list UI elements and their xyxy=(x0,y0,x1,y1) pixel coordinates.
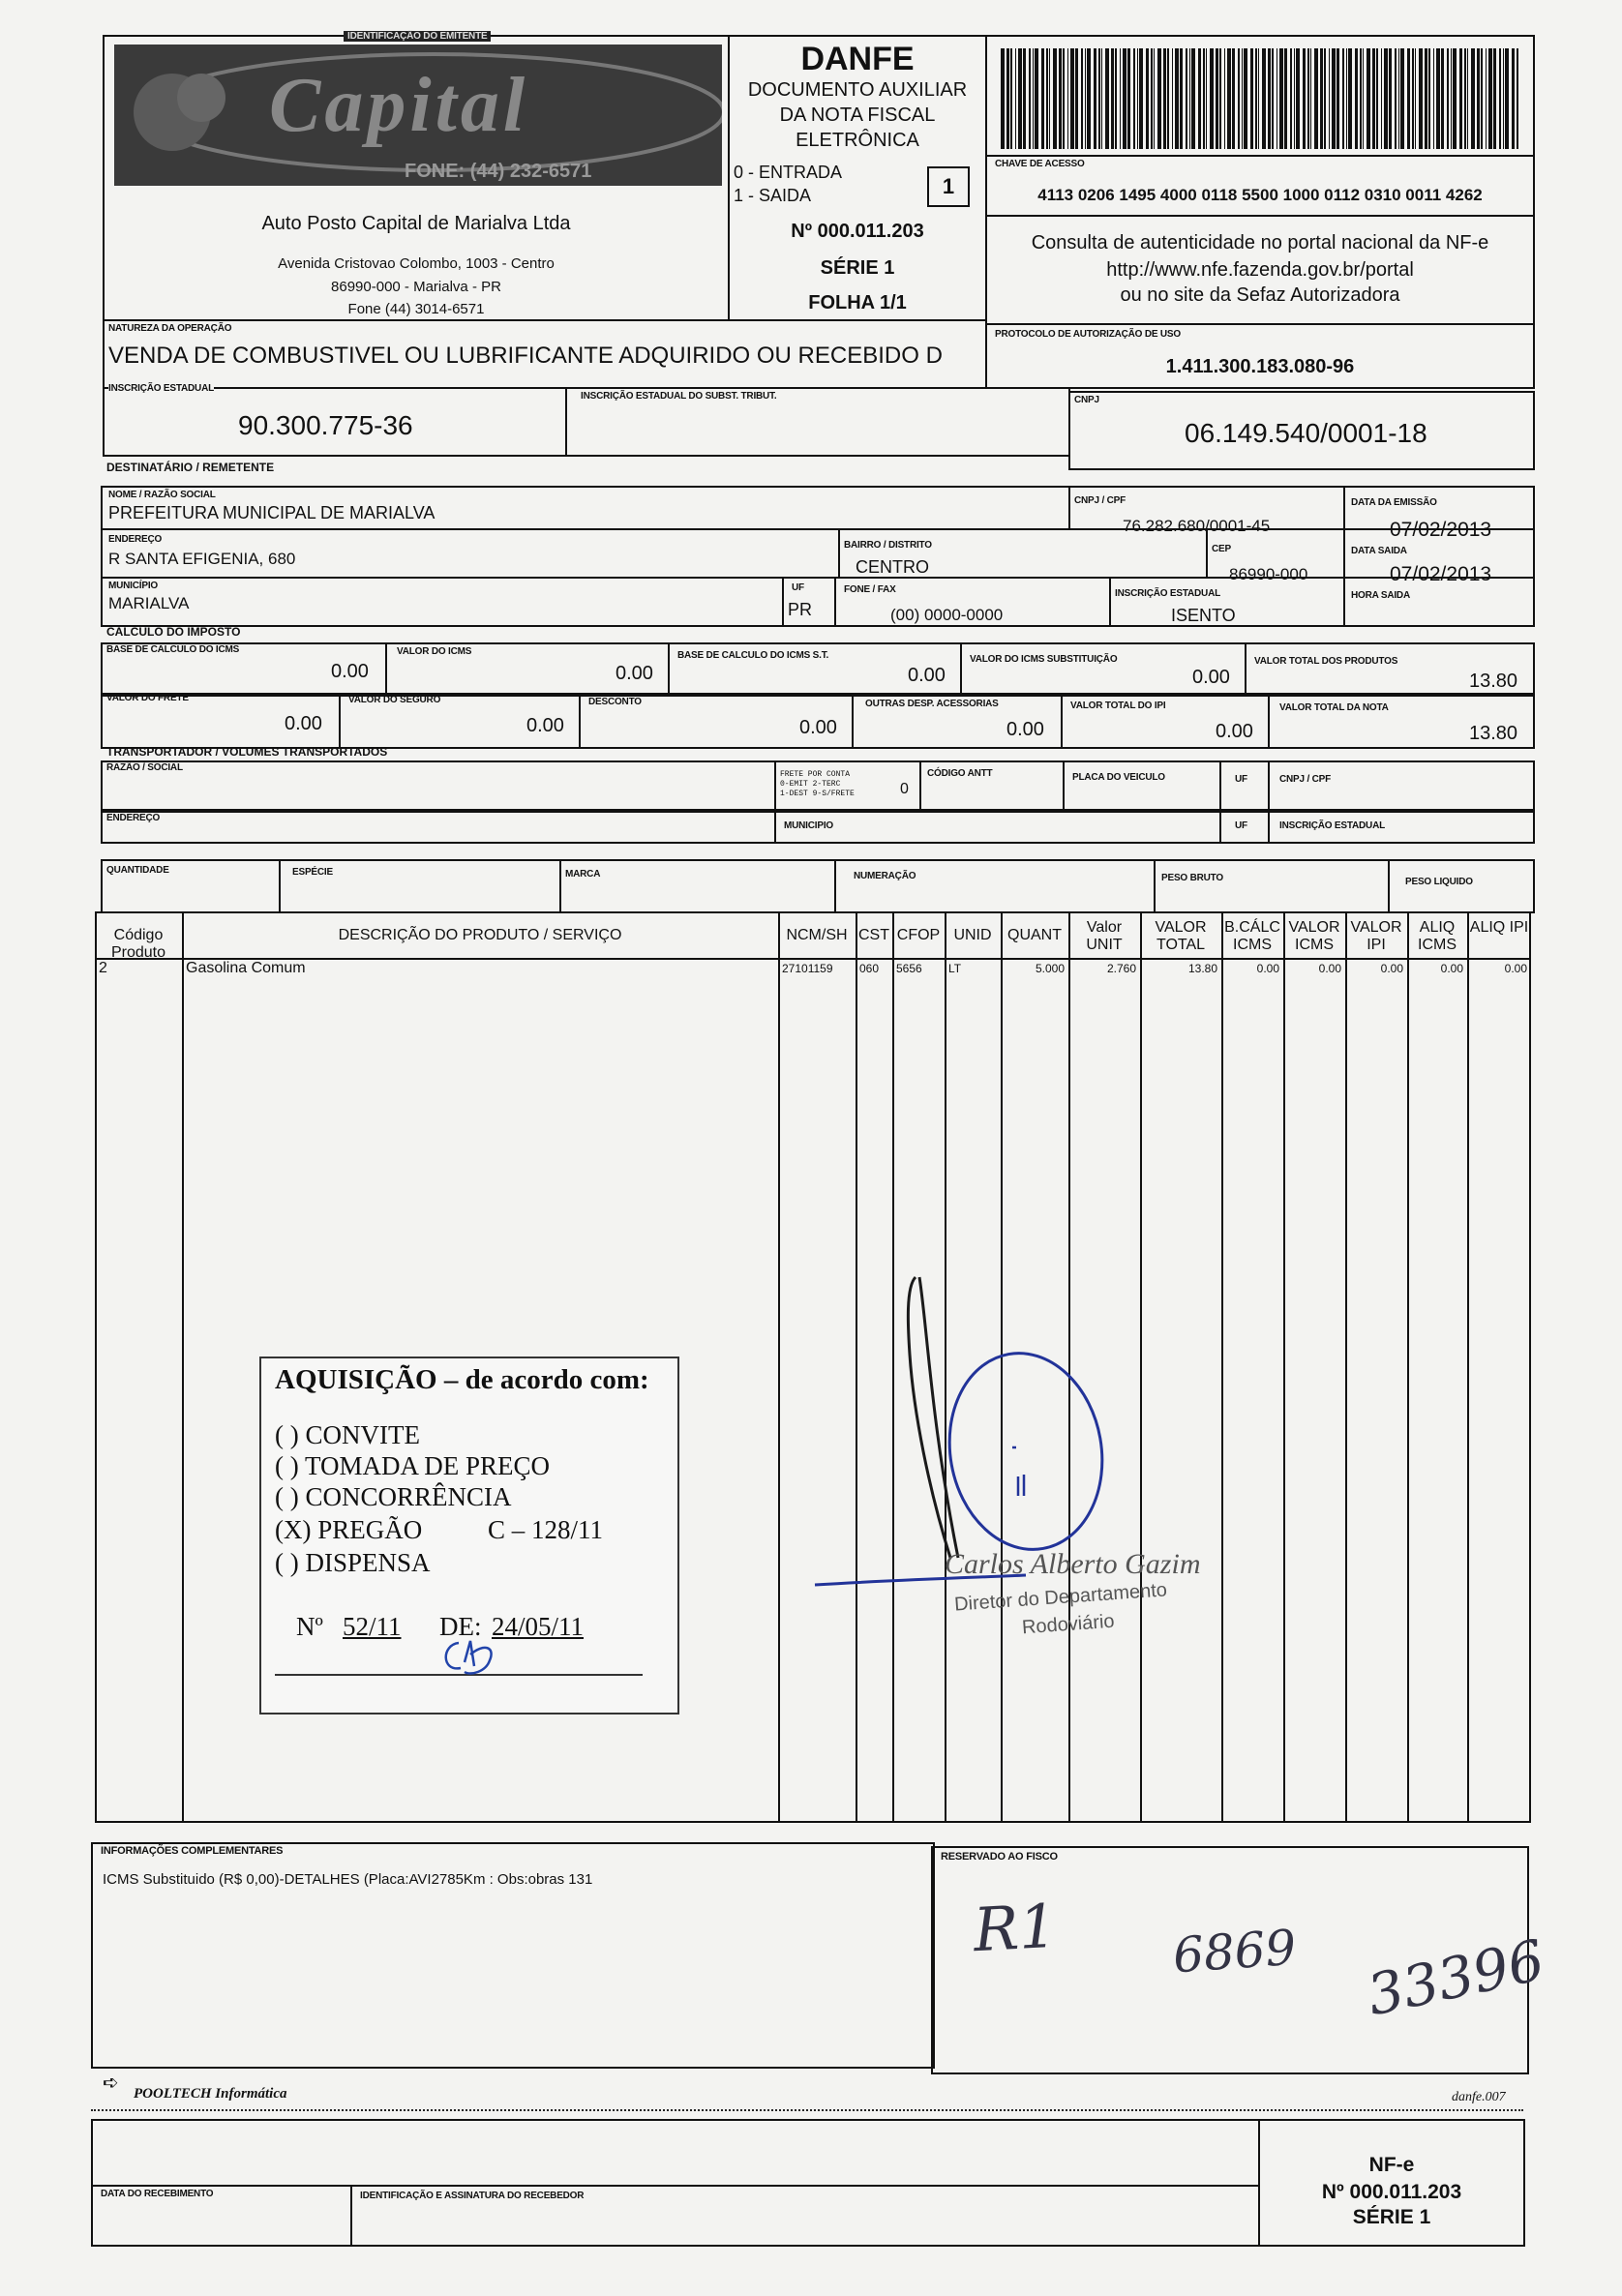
desconto: 0.00 xyxy=(799,717,837,738)
barcode-bar xyxy=(1381,48,1382,149)
barcode-bar xyxy=(1191,48,1195,149)
barcode-bar xyxy=(1163,48,1166,149)
cnpj-label: CNPJ xyxy=(1074,395,1099,405)
table-column-line xyxy=(182,911,184,1823)
barcode-graphic xyxy=(1001,48,1519,149)
logo-phone: FONE: (44) 232-6571 xyxy=(405,161,592,182)
barcode-bar xyxy=(1505,48,1509,149)
barcode-bar xyxy=(1224,48,1225,149)
barcode-bar xyxy=(1412,48,1414,149)
peso-liquido-label: PESO LIQUIDO xyxy=(1405,877,1473,887)
base-st: 0.00 xyxy=(908,665,946,686)
dest-data-saida: 07/02/2013 xyxy=(1390,563,1492,585)
base-icms: 0.00 xyxy=(331,661,369,682)
dest-nome-label: NOME / RAZÃO SOCIAL xyxy=(108,490,216,500)
valor-st: 0.00 xyxy=(1192,667,1230,688)
dest-bairro-label: BAIRRO / DISTRITO xyxy=(844,540,932,551)
barcode-bar xyxy=(1146,48,1149,149)
transp-municipio-label: MUNICIPIO xyxy=(784,820,833,831)
chave-label: CHAVE DE ACESSO xyxy=(995,159,1085,169)
total-produtos-label: VALOR TOTAL DOS PRODUTOS xyxy=(1254,656,1398,667)
identificacao-label: IDENTIFICAÇÃO E ASSINATURA DO RECEBEDOR xyxy=(360,2191,585,2201)
danfe-subtitle-2: DA NOTA FISCAL xyxy=(779,104,936,126)
barcode-bar xyxy=(1001,48,1005,149)
table-column-line xyxy=(1345,911,1347,1823)
table-cell: 060 xyxy=(859,962,880,975)
barcode-bar xyxy=(1346,48,1347,149)
barcode-bar xyxy=(1307,48,1309,149)
fisco-handwritten-1: R1 xyxy=(972,1890,1059,1966)
barcode-bar xyxy=(1447,48,1449,149)
signature-mark xyxy=(813,1267,1200,1587)
barcode-bar xyxy=(1087,48,1091,149)
table-cell: 0.00 xyxy=(1440,962,1463,975)
barcode-bar xyxy=(1049,48,1050,149)
barcode-bar xyxy=(1332,48,1336,149)
total-nota: 13.80 xyxy=(1469,723,1518,744)
stamp-dispensa: ( ) DISPENSA xyxy=(275,1548,431,1577)
barcode-bar xyxy=(1085,48,1086,149)
barcode-bar xyxy=(1503,48,1504,149)
table-cell: 5.000 xyxy=(1035,962,1065,975)
barcode-bar xyxy=(1303,48,1306,149)
table-header: ALIQ ICMS xyxy=(1418,919,1457,953)
barcode-bar xyxy=(1324,48,1326,149)
footer-file: danfe.007 xyxy=(1452,2090,1506,2104)
stamp-concorrencia: ( ) CONCORRÊNCIA xyxy=(275,1482,512,1511)
barcode-bar xyxy=(1250,48,1253,149)
barcode-bar xyxy=(1436,48,1440,149)
table-column-line xyxy=(1221,911,1223,1823)
barcode-bar xyxy=(1133,48,1135,149)
barcode-bar xyxy=(1151,48,1153,149)
stamp-numero-label: Nº xyxy=(296,1612,323,1641)
transp-cnpj-label: CNPJ / CPF xyxy=(1279,774,1332,785)
info-complementares-label: INFORMAÇÕES COMPLEMENTARES xyxy=(101,1845,284,1857)
placa-label: PLACA DO VEICULO xyxy=(1072,772,1165,783)
barcode-bar xyxy=(1451,48,1452,149)
dest-municipio: MARIALVA xyxy=(108,594,190,612)
emitente-phone: Fone (44) 3014-6571 xyxy=(347,301,485,317)
barcode-bar xyxy=(1464,48,1466,149)
barcode-bar xyxy=(1320,48,1323,149)
barcode-bar xyxy=(1512,48,1515,149)
dest-row-3 xyxy=(101,577,1535,627)
signature-role-1: Diretor do Departamento xyxy=(953,1579,1168,1616)
barcode-bar xyxy=(1294,48,1295,149)
barcode-bar xyxy=(1419,48,1423,149)
barcode-bar xyxy=(1139,48,1143,149)
barcode-bar xyxy=(1137,48,1138,149)
stamp-de-label: DE: xyxy=(439,1612,482,1641)
danfe-entrada: 0 - ENTRADA xyxy=(734,163,843,182)
barcode-bar xyxy=(1255,48,1257,149)
dest-bairro: CENTRO xyxy=(856,557,929,577)
barcode-bar xyxy=(1477,48,1480,149)
table-cell: LT xyxy=(948,962,962,975)
total-nota-label: VALOR TOTAL DA NOTA xyxy=(1279,702,1389,713)
transp-ie-label: INSCRIÇÃO ESTADUAL xyxy=(1279,820,1385,831)
barcode-bar xyxy=(1154,48,1155,149)
barcode-bar xyxy=(1063,48,1065,149)
barcode-bar xyxy=(1216,48,1218,149)
barcode-bar xyxy=(1372,48,1375,149)
barcode-bar xyxy=(1035,48,1038,149)
barcode-bar xyxy=(1517,48,1518,149)
table-cell: 0.00 xyxy=(1318,962,1341,975)
barcode-bar xyxy=(1157,48,1161,149)
danfe-subtitle-3: ELETRÔNICA xyxy=(796,130,919,151)
barcode-bar xyxy=(1186,48,1187,149)
barcode-bar xyxy=(1407,48,1410,149)
frete-conta-3: 1-DEST 9-S/FRETE xyxy=(780,790,855,798)
table-header: CST xyxy=(858,927,889,943)
barcode-bar xyxy=(1180,48,1183,149)
barcode-bar xyxy=(1363,48,1364,149)
table-column-line xyxy=(778,911,780,1823)
total-produtos: 13.80 xyxy=(1469,671,1518,692)
barcode-bar xyxy=(1395,48,1397,149)
numeracao-label: NUMERAÇÃO xyxy=(854,871,916,881)
barcode-bar xyxy=(1023,48,1026,149)
barcode-bar xyxy=(1355,48,1358,149)
barcode-bar xyxy=(1258,48,1259,149)
dest-municipio-label: MUNICÍPIO xyxy=(108,581,158,591)
barcode-bar xyxy=(1210,48,1214,149)
table-column-line xyxy=(1407,911,1409,1823)
barcode-bar xyxy=(1046,48,1048,149)
dest-fone-label: FONE / FAX xyxy=(844,584,896,595)
cnpj-value: 06.149.540/0001-18 xyxy=(1185,418,1427,448)
barcode-bar xyxy=(1238,48,1240,149)
dest-fone: (00) 0000-0000 xyxy=(890,606,1004,624)
stamp-pregao-ref: C – 128/11 xyxy=(488,1515,604,1544)
barcode-bar xyxy=(1101,48,1102,149)
barcode-bar xyxy=(1203,48,1205,149)
danfe-title: DANFE xyxy=(800,41,915,77)
barcode-bar xyxy=(1053,48,1057,149)
table-header: NCM/SH xyxy=(786,927,848,943)
barcode-bar xyxy=(1348,48,1352,149)
danfe-tipo: 1 xyxy=(942,174,955,198)
transp-endereco-label: ENDEREÇO xyxy=(106,813,161,823)
table-header: Valor UNIT xyxy=(1086,919,1123,953)
desconto-label: DESCONTO xyxy=(588,697,642,707)
ie-st-label: INSCRIÇÃO ESTADUAL DO SUBST. TRIBUT. xyxy=(581,391,777,402)
software-arrow-icon: ➪ xyxy=(103,2072,119,2094)
natureza-value: VENDA DE COMBUSTIVEL OU LUBRIFICANTE ADQUIRIDO OU RECEBIDO D xyxy=(108,343,943,369)
barcode-bar xyxy=(1227,48,1231,149)
data-recebimento-label: DATA DO RECEBIMENTO xyxy=(101,2189,214,2199)
table-header: UNID xyxy=(953,927,992,943)
barcode-bar xyxy=(1198,48,1201,149)
barcode-bar xyxy=(1018,48,1022,149)
info-complementares: ICMS Substituido (R$ 0,00)-DETALHES (Placa:AVI2785Km : Obs:obras 131 xyxy=(103,1871,593,1888)
barcode-bar xyxy=(1123,48,1126,149)
quantidade-label: QUANTIDADE xyxy=(106,865,169,876)
emitente-section-label: IDENTIFICAÇÃO DO EMITENTE xyxy=(344,31,491,42)
dest-uf: PR xyxy=(788,600,813,619)
emitente-name: Auto Posto Capital de Marialva Ltda xyxy=(261,213,571,234)
protocolo-value: 1.411.300.183.080-96 xyxy=(1165,356,1355,377)
barcode-bar xyxy=(1398,48,1399,149)
stamp-pregao: (X) PREGÃO xyxy=(275,1515,423,1544)
barcode xyxy=(1001,48,1519,149)
dest-cep: 86990-000 xyxy=(1229,565,1308,583)
barcode-bar xyxy=(1481,48,1483,149)
barcode-bar xyxy=(1400,48,1404,149)
valor-st-label: VALOR DO ICMS SUBSTITUIÇÃO xyxy=(970,654,1118,665)
transp-razao-label: RAZÃO / SOCIAL xyxy=(106,762,183,773)
barcode-bar xyxy=(1453,48,1457,149)
base-st-label: BASE DE CALCULO DO ICMS S.T. xyxy=(677,650,829,661)
footer-serie: SÉRIE 1 xyxy=(1352,2206,1431,2228)
table-cell: 27101159 xyxy=(782,962,833,975)
fisco-label: RESERVADO AO FISCO xyxy=(941,1851,1058,1863)
protocolo-label: PROTOCOLO DE AUTORIZAÇÃO DE USO xyxy=(995,329,1181,340)
danfe-serie: SÉRIE 1 xyxy=(820,257,895,279)
frete-conta-2: 0-EMIT 2-TERC xyxy=(780,780,841,789)
base-icms-label: BASE DE CALCULO DO ICMS xyxy=(106,644,240,655)
barcode-bar xyxy=(1098,48,1100,149)
barcode-bar xyxy=(1389,48,1392,149)
table-header: VALOR IPI xyxy=(1350,919,1402,953)
dest-data-saida-label: DATA SAIDA xyxy=(1351,546,1407,556)
footer-nfe: NF-e xyxy=(1368,2154,1415,2176)
ie-label: INSCRIÇÃO ESTADUAL xyxy=(108,383,214,394)
barcode-bar xyxy=(1189,48,1190,149)
barcode-bar xyxy=(1284,48,1287,149)
table-cell: 0.00 xyxy=(1504,962,1527,975)
barcode-bar xyxy=(1172,48,1173,149)
transportador-section: TRANSPORTADOR / VOLUMES TRANSPORTADOS xyxy=(106,745,388,759)
barcode-bar xyxy=(1296,48,1300,149)
barcode-bar xyxy=(1310,48,1311,149)
barcode-bar xyxy=(1329,48,1330,149)
barcode-bar xyxy=(1279,48,1283,149)
barcode-bar xyxy=(1041,48,1044,149)
dest-data-emissao-label: DATA DA EMISSÃO xyxy=(1351,497,1437,508)
stamp-title: AQUISIÇÃO – de acordo com: xyxy=(275,1364,649,1395)
barcode-bar xyxy=(1070,48,1074,149)
dest-cnpj: 76.282.680/0001-45 xyxy=(1123,517,1271,535)
dest-ie-label: INSCRIÇÃO ESTADUAL xyxy=(1115,588,1220,599)
dest-uf-label: UF xyxy=(792,582,804,593)
barcode-bar xyxy=(1242,48,1243,149)
barcode-bar xyxy=(1499,48,1501,149)
barcode-bar xyxy=(1075,48,1078,149)
transp-uf2-label: UF xyxy=(1235,820,1247,831)
barcode-bar xyxy=(1232,48,1235,149)
ipi-label: VALOR TOTAL DO IPI xyxy=(1070,701,1166,711)
barcode-bar xyxy=(1268,48,1271,149)
danfe-folha: FOLHA 1/1 xyxy=(808,292,907,313)
especie-label: ESPÉCIE xyxy=(292,867,333,878)
consulta-line-3: ou no site da Sefaz Autorizadora xyxy=(1120,284,1400,306)
emitente-address: Avenida Cristovao Colombo, 1003 - Centro xyxy=(278,255,555,272)
fisco-handwritten-3: 33396 xyxy=(1361,1926,1550,2029)
natureza-label: NATUREZA DA OPERAÇÃO xyxy=(108,323,232,334)
stamp-numero: 52/11 xyxy=(343,1612,402,1641)
table-cell: 0.00 xyxy=(1380,962,1403,975)
barcode-bar xyxy=(1219,48,1221,149)
barcode-bar xyxy=(1244,48,1247,149)
fisco-handwritten-2: 6869 xyxy=(1171,1919,1299,1984)
stamp-tomada: ( ) TOMADA DE PREÇO xyxy=(275,1451,551,1480)
barcode-bar xyxy=(1441,48,1444,149)
barcode-bar xyxy=(1290,48,1292,149)
table-header: VALOR TOTAL xyxy=(1155,919,1207,953)
transp-uf-label: UF xyxy=(1235,774,1247,785)
valor-icms-label: VALOR DO ICMS xyxy=(397,646,472,657)
barcode-bar xyxy=(1342,48,1344,149)
barcode-bar xyxy=(1081,48,1083,149)
barcode-bar xyxy=(1167,48,1169,149)
dest-nome: PREFEITURA MUNICIPAL DE MARIALVA xyxy=(108,503,436,522)
table-header: QUANT xyxy=(1007,927,1062,943)
frete-conta xyxy=(780,770,855,799)
destinatario-section: DESTINATÁRIO / REMETENTE xyxy=(106,461,275,474)
barcode-bar xyxy=(1033,48,1034,149)
table-cell: Gasolina Comum xyxy=(186,960,306,976)
barcode-bar xyxy=(1367,48,1370,149)
barcode-bar xyxy=(1094,48,1096,149)
table-header: B.CÁLC ICMS xyxy=(1224,919,1280,953)
antt-label: CÓDIGO ANTT xyxy=(927,768,993,779)
barcode-bar xyxy=(1471,48,1475,149)
frete-label: VALOR DO FRETE xyxy=(106,693,189,703)
dest-hora-label: HORA SAIDA xyxy=(1351,590,1410,601)
table-cell: 2 xyxy=(99,960,107,976)
barcode-bar xyxy=(1376,48,1378,149)
dest-data-emissao: 07/02/2013 xyxy=(1390,519,1492,541)
barcode-bar xyxy=(1415,48,1416,149)
aquisicao-stamp xyxy=(259,1357,679,1715)
table-column-line xyxy=(1283,911,1285,1823)
barcode-bar xyxy=(1486,48,1487,149)
frete: 0.00 xyxy=(285,713,322,734)
stamp-convite: ( ) CONVITE xyxy=(275,1420,420,1449)
consulta-line-2: http://www.nfe.fazenda.gov.br/portal xyxy=(1106,259,1414,281)
marca-label: MARCA xyxy=(565,869,601,880)
barcode-bar xyxy=(1175,48,1179,149)
signature-role-2: Rodoviário xyxy=(1021,1610,1116,1639)
table-cell: 0.00 xyxy=(1256,962,1279,975)
barcode-bar xyxy=(1272,48,1274,149)
valor-icms: 0.00 xyxy=(616,663,653,684)
dest-ie: ISENTO xyxy=(1171,606,1236,625)
barcode-bar xyxy=(1120,48,1121,149)
barcode-bar xyxy=(1067,48,1068,149)
frete-conta-value: 0 xyxy=(900,781,909,797)
danfe-subtitle-1: DOCUMENTO AUXILIAR xyxy=(747,79,968,101)
stamp-data: 24/05/11 xyxy=(492,1612,585,1641)
table-column-line xyxy=(1467,911,1469,1823)
barcode-bar xyxy=(1015,48,1016,149)
dest-endereco: R SANTA EFIGENIA, 680 xyxy=(108,550,296,568)
barcode-bar xyxy=(1115,48,1117,149)
ipi: 0.00 xyxy=(1216,721,1253,742)
dest-row-2 xyxy=(101,528,1535,579)
barcode-bar xyxy=(1105,48,1109,149)
outras: 0.00 xyxy=(1006,719,1044,740)
barcode-bar xyxy=(1467,48,1468,149)
frete-conta-1: FRETE POR CONTA xyxy=(780,770,851,779)
barcode-bar xyxy=(1059,48,1062,149)
barcode-bar xyxy=(1433,48,1434,149)
barcode-bar xyxy=(1493,48,1496,149)
emitente-city: 86990-000 - Marialva - PR xyxy=(331,279,501,295)
danfe-numero: Nº 000.011.203 xyxy=(791,221,924,242)
barcode-bar xyxy=(1010,48,1012,149)
barcode-bar xyxy=(1384,48,1388,149)
consulta-line-1: Consulta de autenticidade no portal nacional da NF-e xyxy=(1031,232,1489,253)
barcode-bar xyxy=(1337,48,1339,149)
barcode-bar xyxy=(1428,48,1430,149)
barcode-bar xyxy=(1425,48,1427,149)
cut-line xyxy=(91,2109,1523,2111)
barcode-bar xyxy=(1488,48,1492,149)
barcode-bar xyxy=(1314,48,1318,149)
outras-label: OUTRAS DESP. ACESSORIAS xyxy=(865,699,999,709)
chave-value: 4113 0206 1495 4000 0118 5500 1000 0112 0310 0011 4262 xyxy=(1037,186,1483,204)
seguro: 0.00 xyxy=(526,715,564,736)
table-header: ALIQ IPI xyxy=(1469,919,1529,936)
table-cell: 5656 xyxy=(896,962,922,975)
table-header: VALOR ICMS xyxy=(1288,919,1340,953)
imposto-section: CÁLCULO DO IMPOSTO xyxy=(106,625,241,639)
emitente-logo xyxy=(114,45,722,186)
table-header: DESCRIÇÃO DO PRODUTO / SERVIÇO xyxy=(338,927,622,943)
seguro-label: VALOR DO SEGURO xyxy=(348,695,441,705)
barcode-bar xyxy=(1206,48,1207,149)
table-header: Código Produto xyxy=(110,927,166,961)
peso-bruto-label: PESO BRUTO xyxy=(1161,873,1223,883)
dest-cnpj-label: CNPJ / CPF xyxy=(1074,495,1126,506)
software-name: POOLTECH Informática xyxy=(134,2086,287,2102)
signature-name: Carlos Alberto Gazim xyxy=(945,1548,1201,1580)
dest-endereco-label: ENDEREÇO xyxy=(108,534,163,545)
barcode-bar xyxy=(1111,48,1114,149)
table-header: CFOP xyxy=(896,927,941,943)
barcode-bar xyxy=(1262,48,1266,149)
stamp-initials xyxy=(432,1633,509,1682)
barcode-bar xyxy=(1127,48,1130,149)
table-cell: 2.760 xyxy=(1106,962,1136,975)
barcode-bar xyxy=(1459,48,1462,149)
barcode-bar xyxy=(1360,48,1362,149)
logo-text: Capital xyxy=(269,63,529,148)
barcode-bar xyxy=(1006,48,1009,149)
table-cell: 13.80 xyxy=(1187,962,1217,975)
ie-value: 90.300.775-36 xyxy=(238,410,413,440)
danfe-saida: 1 - SAIDA xyxy=(734,186,812,205)
dest-cep-label: CEP xyxy=(1212,544,1231,554)
barcode-bar xyxy=(1029,48,1031,149)
footer-numero: Nº 000.011.203 xyxy=(1321,2181,1462,2203)
